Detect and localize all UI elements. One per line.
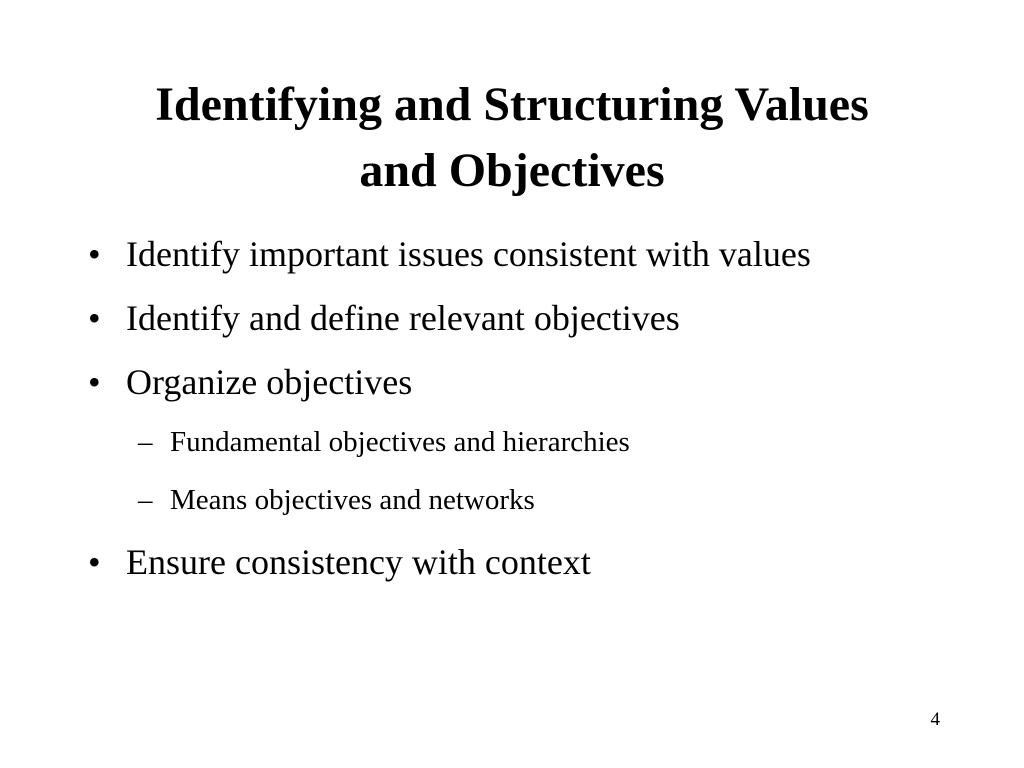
bullet-item [0,356,1024,408]
slide-title-line-2: and Objectives [359,144,665,197]
dash-icon: – [138,426,153,458]
sub-bullet-text: Fundamental objectives and hierarchies [170,426,630,458]
bullet-item [0,228,1024,280]
bullet-dot-icon: • [88,542,101,582]
slide-title-line-1: Identifying and Structuring Values [155,78,869,131]
sub-bullet-item [0,478,1024,522]
bullet-dot-icon: • [88,234,101,274]
bullet-item [0,292,1024,344]
bullet-text: Identify important issues consistent with values [126,234,811,274]
bullet-dot-icon: • [88,362,101,402]
slide-title [40,72,984,204]
bullet-text: Identify and define relevant objectives [126,298,680,338]
bullet-item [0,536,1024,588]
page-number: 4 [930,709,940,730]
bullet-dot-icon: • [88,298,101,338]
bullet-text: Organize objectives [126,362,413,402]
bullet-list [0,228,1024,600]
dash-icon: – [138,484,153,516]
sub-bullet-text: Means objectives and networks [170,484,535,516]
sub-bullet-item [0,420,1024,464]
bullet-text: Ensure consistency with context [126,542,591,582]
